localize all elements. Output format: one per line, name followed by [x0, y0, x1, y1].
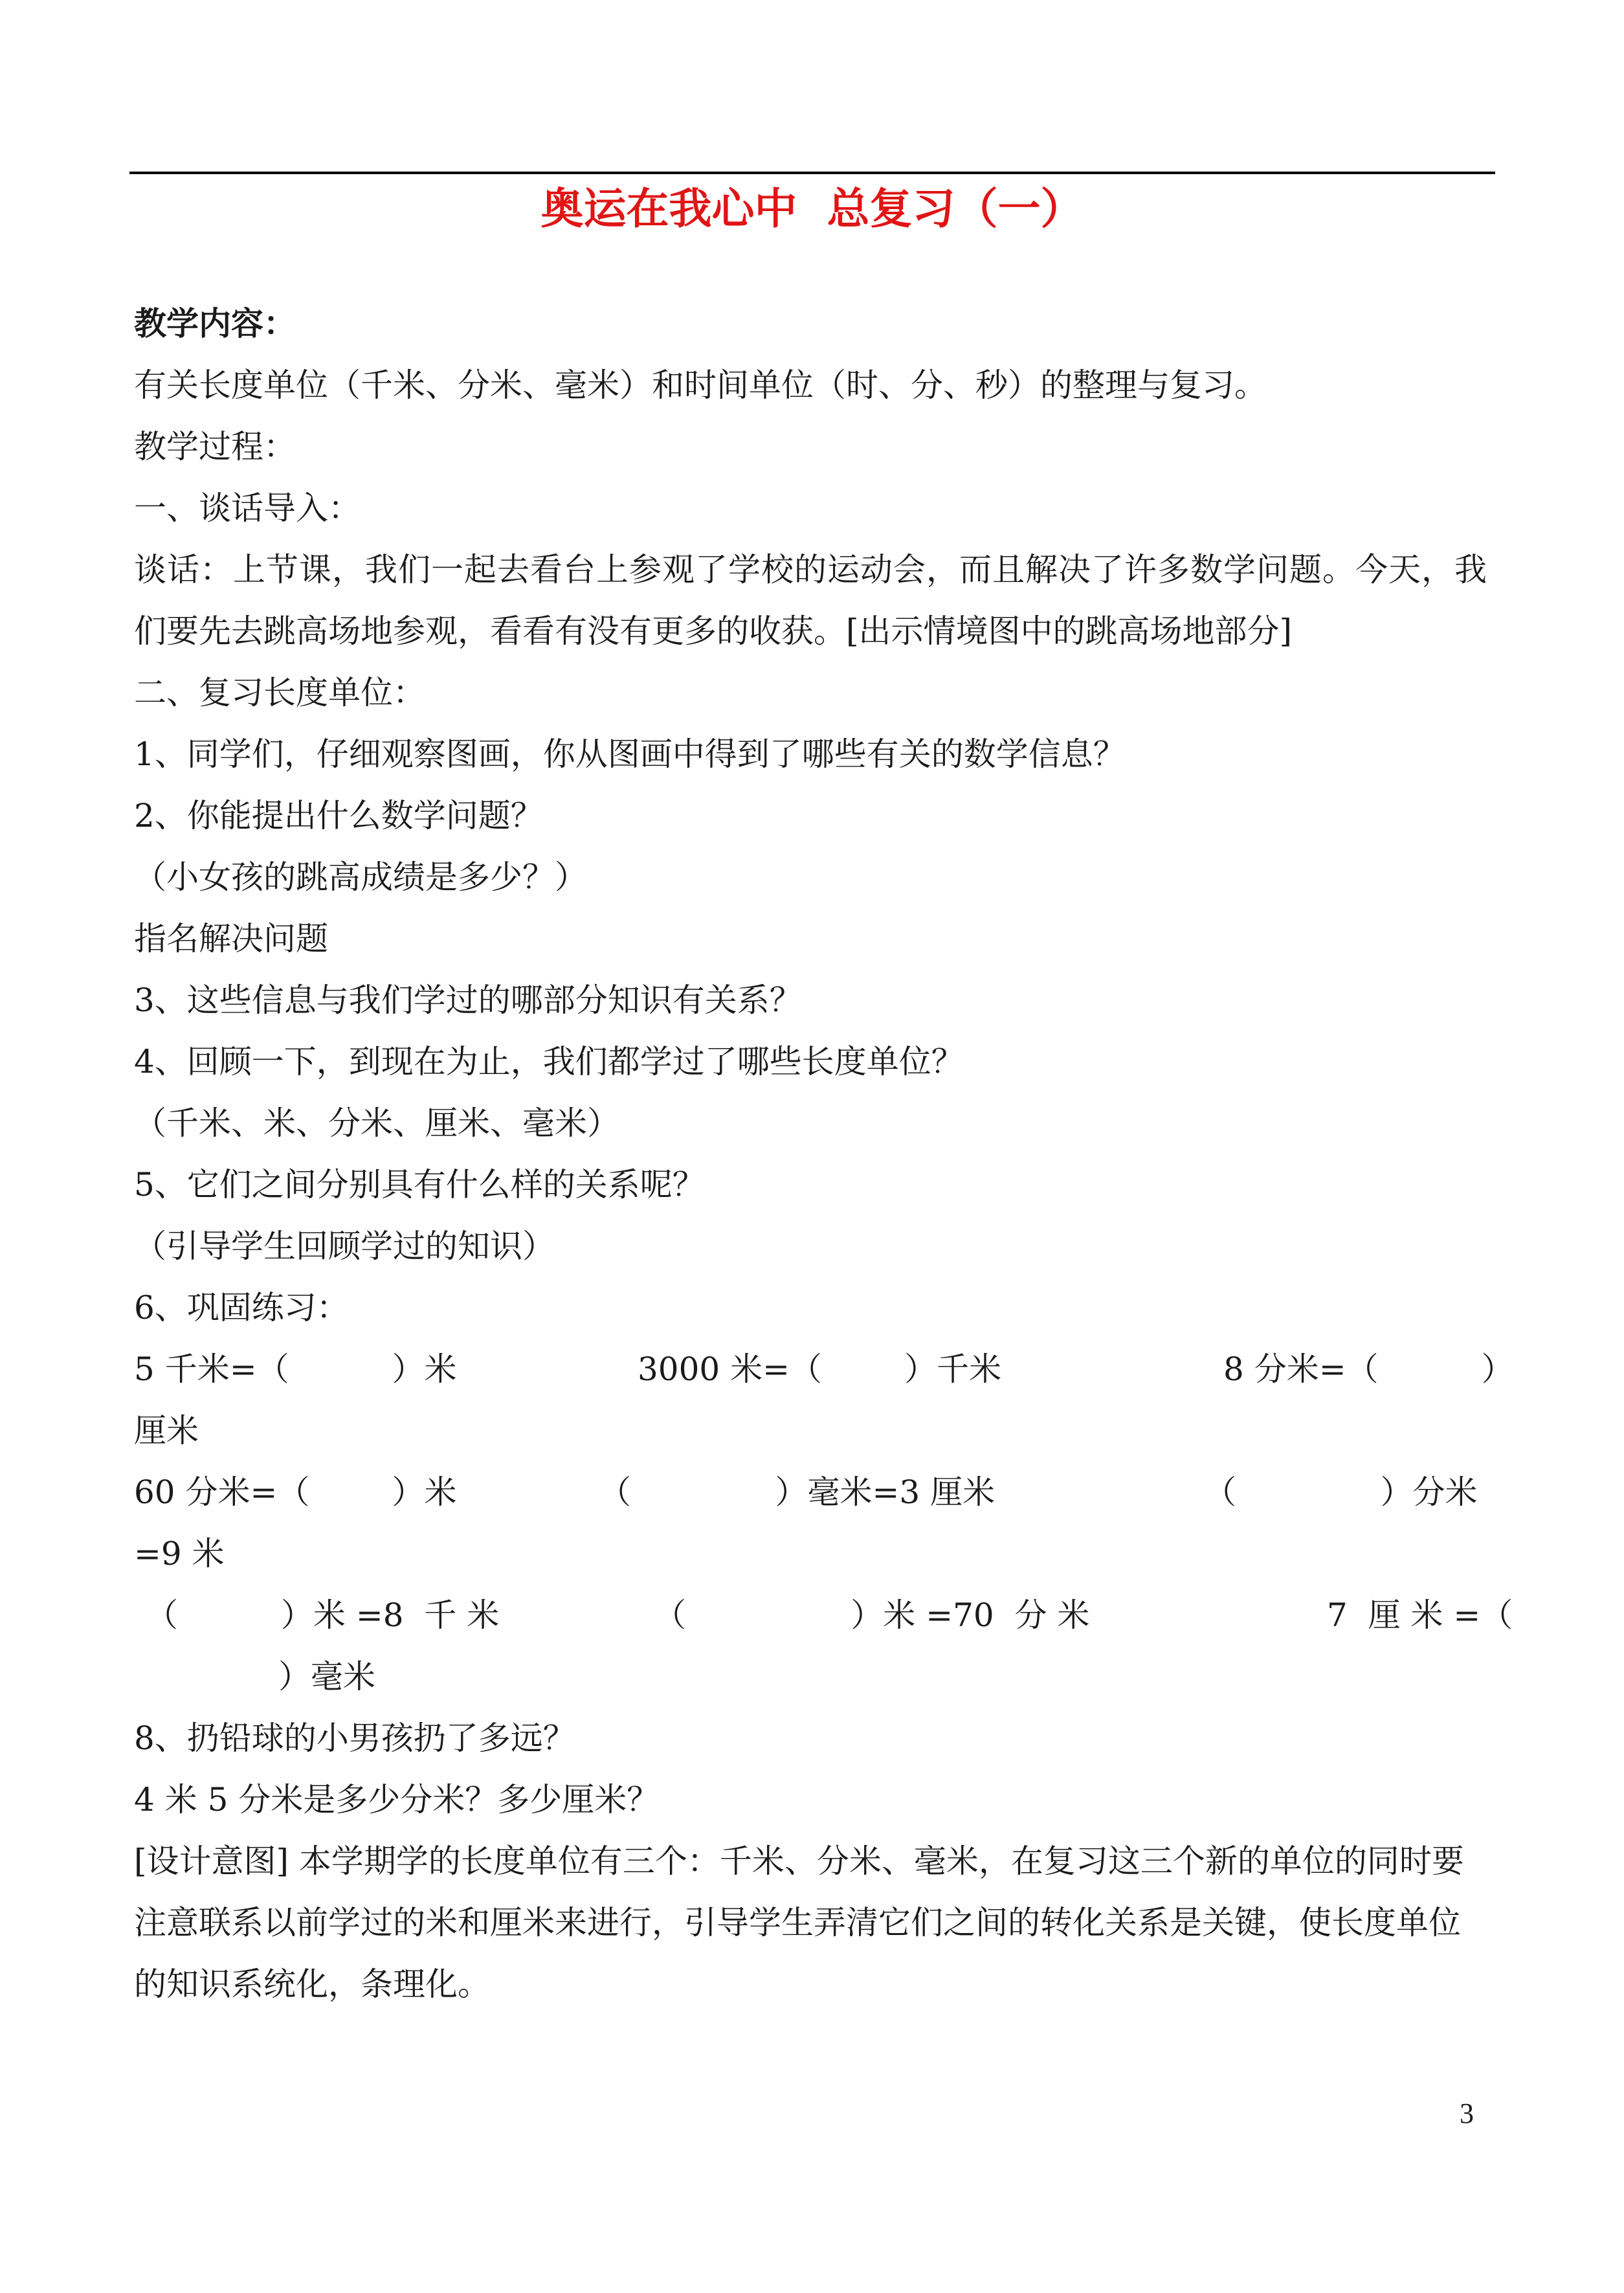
step-heading-review: 二、复习长度单位：	[134, 674, 425, 711]
answer-line: （引导学生回顾学过的知识）	[134, 1227, 555, 1265]
question-line: 4 米 5 分米是多少分米？多少厘米？	[134, 1781, 660, 1818]
exercise-item: （ ）分米	[1204, 1473, 1478, 1511]
question-line: 5、它们之间分别具有什么样的关系呢？	[134, 1166, 705, 1203]
paragraph-line: 指名解决问题	[134, 920, 328, 957]
question-line: 4、回顾一下，到现在为止，我们都学过了哪些长度单位？	[134, 1043, 964, 1080]
question-line: 3、这些信息与我们学过的哪部分知识有关系？	[134, 981, 802, 1019]
exercise-item-continuation: 厘米	[134, 1412, 199, 1449]
exercise-item-continuation: ）毫米	[278, 1658, 375, 1695]
exercise-item: 8 分米=（ ）	[1223, 1350, 1514, 1388]
answer-line: （小女孩的跳高成绩是多少？）	[134, 858, 587, 896]
question-line: 1、同学们，仔细观察图画，你从图画中得到了哪些有关的数学信息？	[134, 735, 1126, 773]
design-intent-line: 的知识系统化，条理化。	[134, 1965, 490, 2003]
page-title: 奥运在我心中 总复习（一）	[540, 183, 1084, 234]
paragraph-line: 谈话：上节课，我们一起去看台上参观了学校的运动会，而且解决了许多数学问题。今天，我	[134, 551, 1487, 588]
section-heading-process: 教学过程：	[134, 428, 296, 465]
exercise-item: （ ）米 =70 分 米	[654, 1596, 1090, 1634]
exercise-item: 3000 米=（ ）千米	[638, 1350, 1002, 1388]
exercise-item: （ ）毫米=3 厘米	[599, 1473, 996, 1511]
design-intent-line: 注意联系以前学过的米和厘米来进行，引导学生弄清它们之间的转化关系是关键，使长度单位	[134, 1904, 1461, 1941]
exercise-heading: 6、巩固练习：	[134, 1289, 349, 1326]
content-line: 有关长度单位（千米、分米、毫米）和时间单位（时、分、秒）的整理与复习。	[134, 366, 1267, 404]
exercise-item: （ ）米 =8 千 米	[146, 1596, 500, 1634]
question-line: 2、你能提出什么数学问题？	[134, 797, 543, 834]
step-heading-intro: 一、谈话导入：	[134, 489, 361, 527]
header-rule	[129, 172, 1495, 174]
question-line: 8、扔铅球的小男孩扔了多远？	[134, 1719, 575, 1757]
page-number: 3	[1460, 2097, 1474, 2129]
exercise-item: 7 厘 米 =（	[1327, 1596, 1513, 1634]
exercise-item-continuation: =9 米	[134, 1535, 225, 1572]
design-intent-line: [设计意图] 本学期学的长度单位有三个：千米、分米、毫米，在复习这三个新的单位的同时要	[134, 1842, 1464, 1880]
exercise-item: 60 分米=（ ）米	[134, 1473, 457, 1511]
answer-line: （千米、米、分米、厘米、毫米）	[134, 1104, 619, 1142]
section-heading-content: 教学内容：	[134, 304, 296, 342]
exercise-item: 5 千米=（ ）米	[134, 1350, 457, 1388]
paragraph-line: 们要先去跳高场地参观，看看有没有更多的收获。[出示情境图中的跳高场地部分]	[134, 612, 1293, 650]
